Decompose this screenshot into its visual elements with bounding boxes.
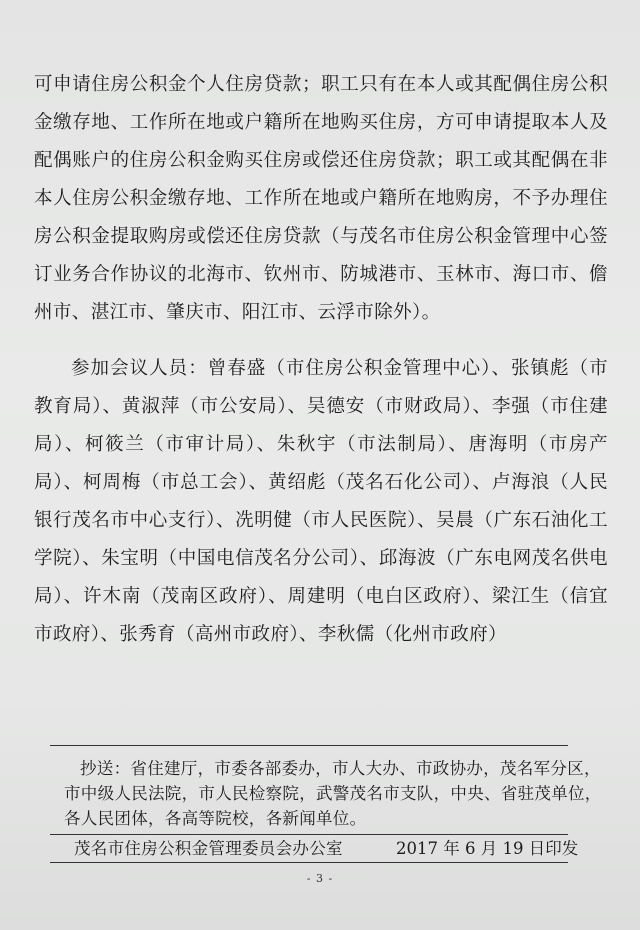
body-paragraph-meeting-attendees: 参加会议人员：曾春盛（市住房公积金管理中心）、张镇彪（市教育局）、黄淑萍（市公安局）、吴德安（市财政局）、李强（市住建局）、柯筱兰（市审计局）、朱秋宇（市法制局）、唐海明（市房产局）、柯周梅（市总工会）、黄绍彪（茂名石化公司）、卢海浪（人民银行茂名市中心支行）、冼明健（市人民医院）、吴晨（广东石油化工学院）、朱宝明（中国电信茂名分公司）、邱海波（广东电网茂名供电局）、许木南（茂南区政府）、周建明（电白区政府）、梁江生（信宜市政府）、张秀育（高州市政府）、李秋儒（化州市政府）	[34, 358, 608, 645]
issue-date: 2017 年 6 月 19 日印发	[396, 839, 579, 858]
footer-middle-rule	[50, 834, 568, 835]
footer-bottom-rule	[50, 862, 568, 863]
cc-line: 抄送：省住建厅，市委各部委办，市人大办、市政协办，茂名军分区，	[80, 759, 601, 778]
footer-top-rule	[50, 745, 568, 746]
cc-line: 各人民团体，各高等院校，各新闻单位。	[64, 809, 367, 828]
issuing-office: 茂名市住房公积金管理委员会办公室	[74, 839, 343, 858]
cc-distribution-list	[64, 756, 602, 831]
page-number: - 3 -	[306, 872, 334, 885]
cc-line: 市中级人民法院，市人民检察院，武警茂名市支队，中央、省驻茂单位，	[64, 784, 602, 803]
body-paragraph-housing-fund-rules: 可申请住房公积金个人住房贷款；职工只有在本人或其配偶住房公积金缴存地、工作所在地或户籍所在地购买住房，方可申请提取本人及配偶账户的住房公积金购买住房或偿还住房贷款；职工或其配偶在非本人住房公积金缴存地、工作所在地或户籍所在地购房，不予办理住房公积金提取购房或偿还住房贷款（与茂名市住房公积金管理中心签订业务合作协议的北海市、钦州市、防城港市、玉林市、海口市、儋州市、湛江市、肇庆市、阳江市、云浮市除外）。	[34, 74, 608, 323]
